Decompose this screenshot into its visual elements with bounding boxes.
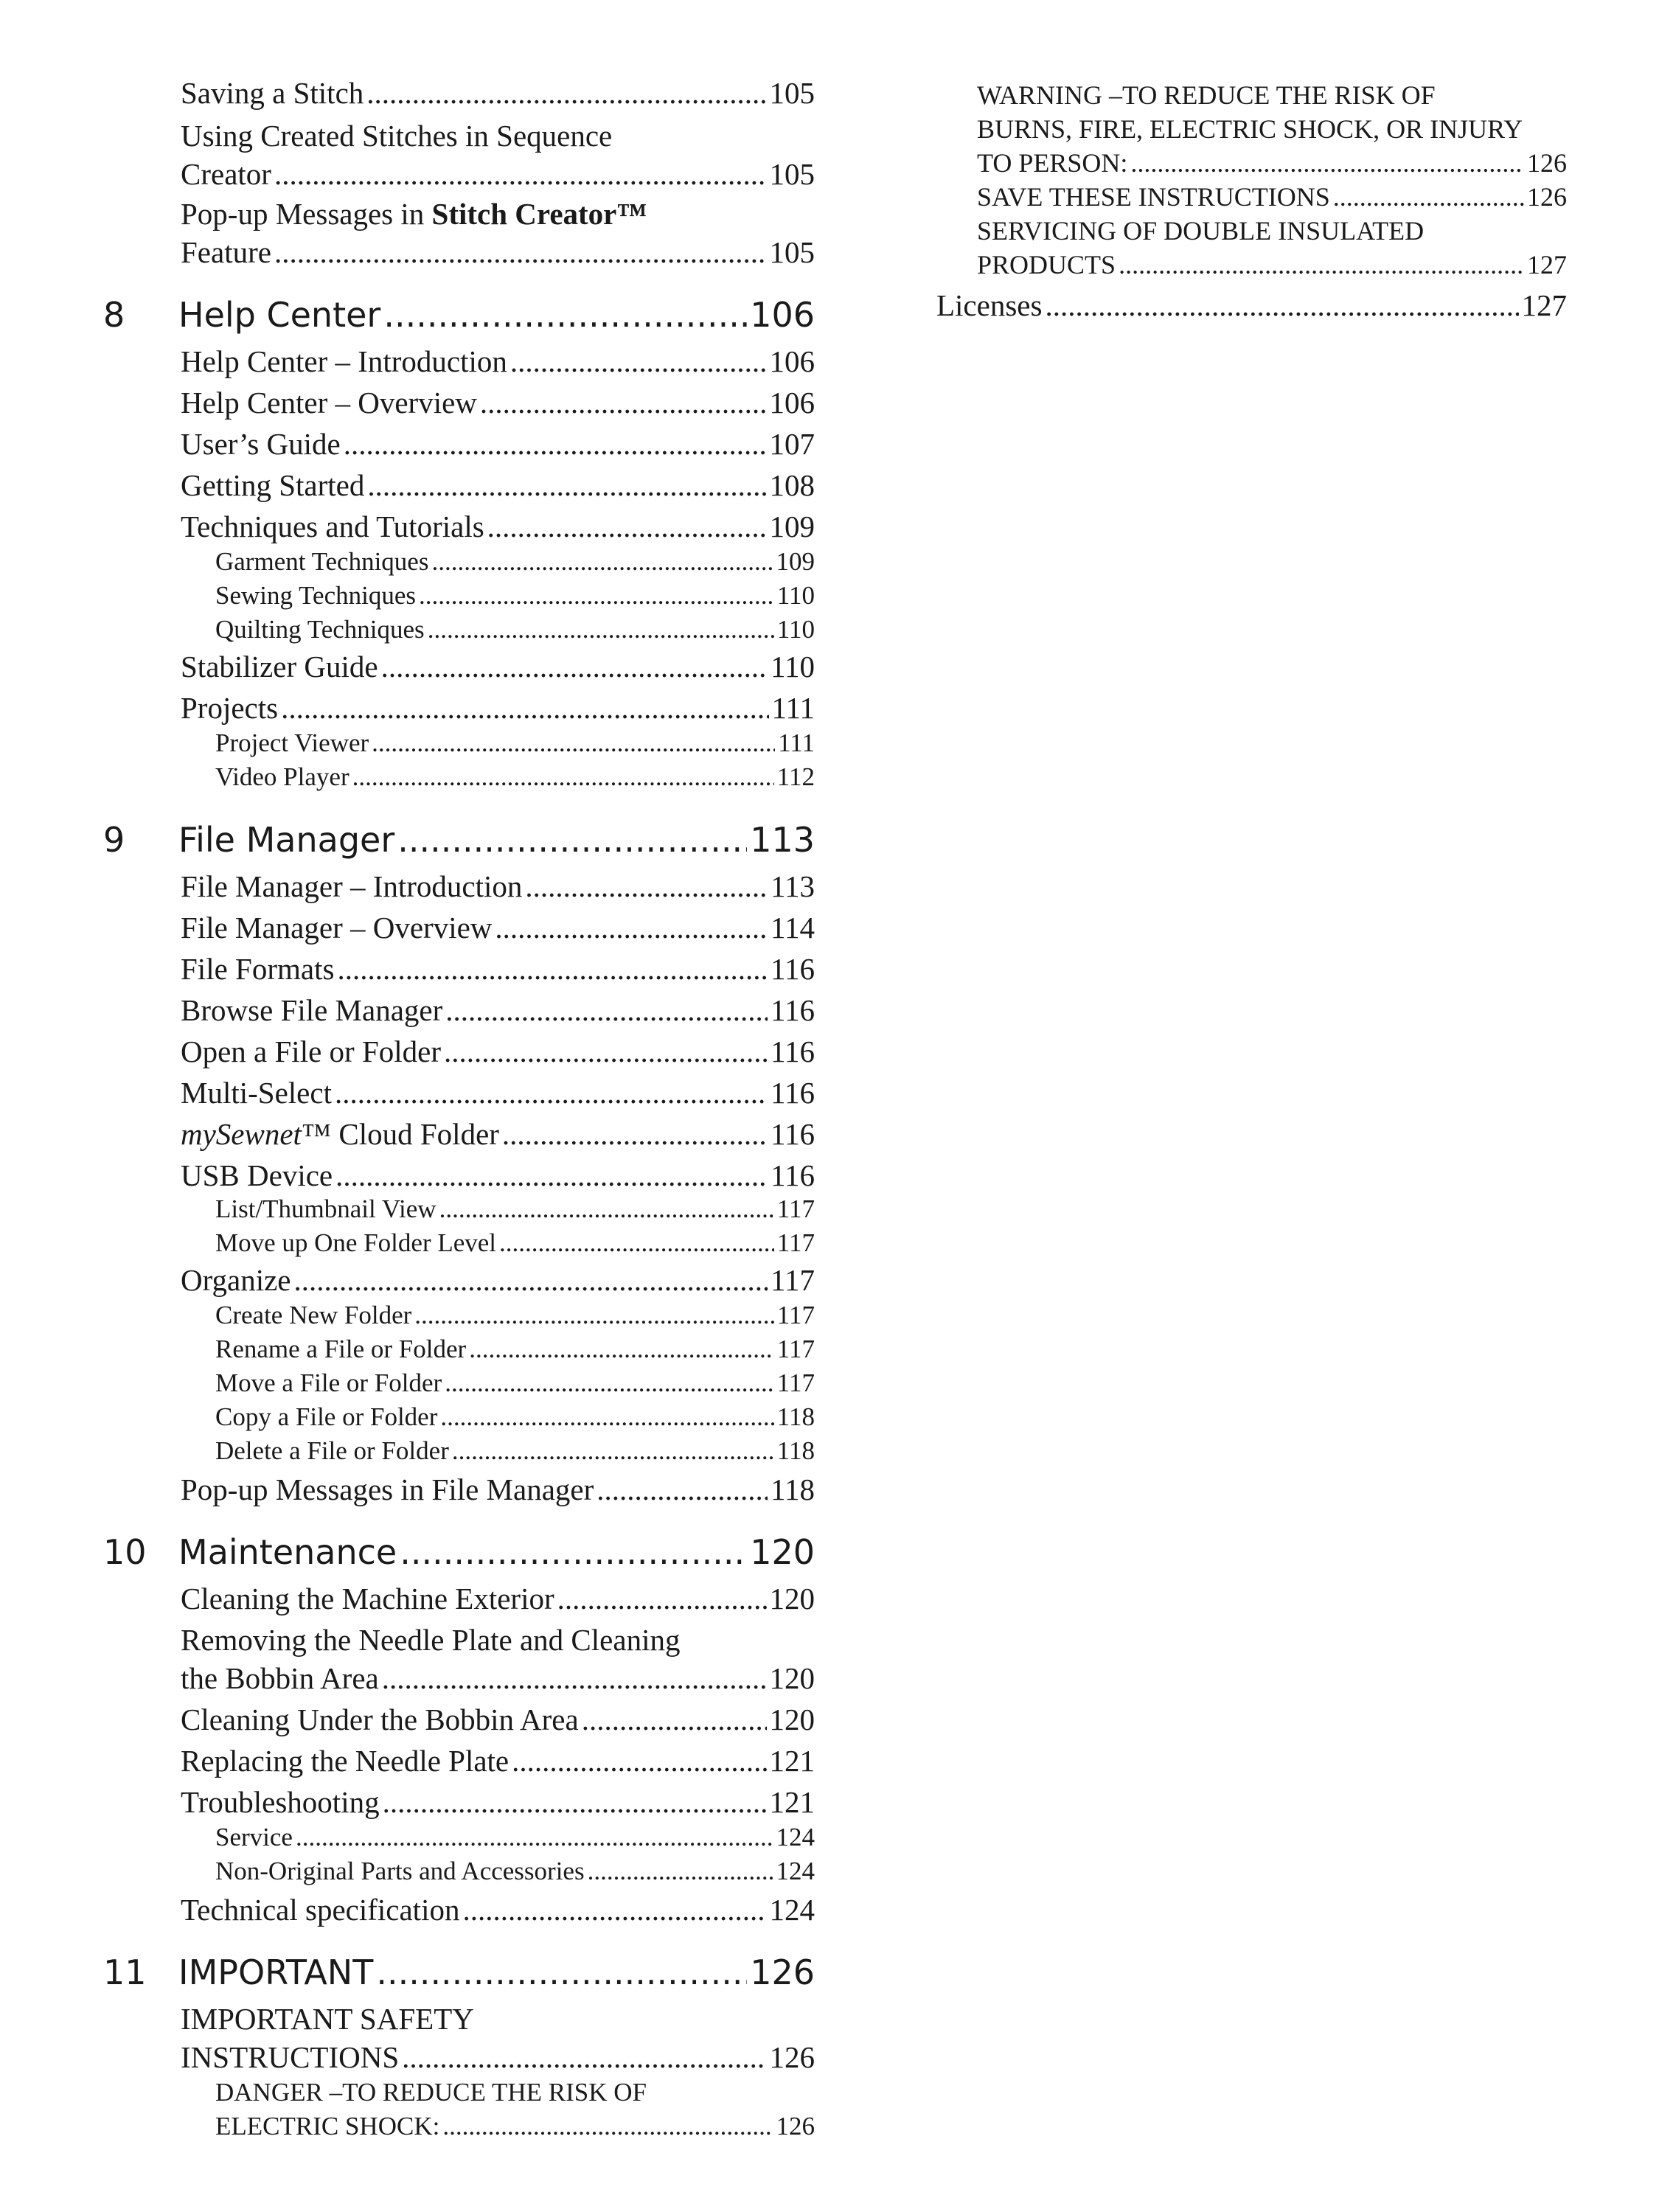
toc-entry-title: Video Player [215,762,349,791]
toc-subentry[interactable] [936,249,1567,280]
toc-entry-title [181,1116,499,1152]
leader-dots [582,1702,767,1737]
toc-entry-page: 124 [776,1857,815,1885]
toc-entry-title: Creator [181,157,271,191]
toc-entry-page: 120 [769,1661,815,1695]
toc-entry-page: 106 [769,386,815,420]
toc-chapter-title [103,1532,397,1572]
toc-entry-title: SAVE THESE INSTRUCTIONS [977,182,1330,212]
toc-entry-page: 124 [776,1823,815,1851]
toc-entry-page: 118 [776,1436,815,1465]
toc-chapter-number: 8 [103,295,125,335]
leader-dots [431,547,773,577]
toc-entry[interactable] [103,1581,815,1616]
toc-entry-using-created-stitches[interactable] [103,118,815,153]
toc-entry-page: 117 [776,1301,815,1329]
toc-entry-title: BURNS, FIRE, ELECTRIC SHOCK, OR INJURY [977,114,1523,144]
toc-entry-page: 121 [769,1785,815,1819]
leader-dots [487,509,767,544]
leader-dots [344,426,767,462]
toc-entry-mysewnet-cloud-folder[interactable] [103,1116,815,1152]
leader-dots [588,1857,773,1886]
toc-entry[interactable] [103,385,815,420]
toc-entry-popup-stitch-creator-cont[interactable] [103,234,815,270]
toc-chapter-page: 120 [750,1532,815,1572]
toc-subentry[interactable] [936,181,1567,212]
toc-entry[interactable] [103,649,815,684]
toc-entry-title-italic: mySewnet [181,1117,302,1151]
toc-entry-page: 105 [769,76,815,110]
toc-entry-title: Replacing the Needle Plate [181,1744,509,1778]
toc-entry-title [181,196,647,232]
toc-subentry[interactable] [103,1301,815,1330]
toc-entry-title: Cleaning Under the Bobbin Area [181,1703,579,1736]
toc-subentry[interactable] [103,762,815,792]
toc-chapter-number: 9 [103,820,125,860]
toc-entry-page: 121 [769,1744,815,1778]
toc-chapter-name: Help Center [178,295,381,335]
toc-entry-title: Garment Techniques [215,547,429,576]
toc-entry[interactable] [103,1892,815,1927]
toc-entry-page: 106 [769,344,815,378]
leader-dots [495,910,768,945]
toc-entry[interactable] [103,992,815,1028]
toc-entry[interactable] [103,509,815,544]
toc-entry-title: File Formats [181,952,335,986]
toc-entry[interactable] [103,910,815,945]
toc-entry[interactable] [103,344,815,379]
toc-entry-title: User’s Guide [181,427,341,461]
toc-entry-page: 116 [771,1034,815,1068]
toc-subentry[interactable] [103,1857,815,1886]
toc-entry-title: Technical specification [181,1893,460,1927]
leader-dots [414,1301,774,1330]
toc-entry-title: Quilting Techniques [215,615,425,644]
leader-dots [296,1823,773,1852]
toc-entry[interactable] [103,951,815,987]
leader-dots [376,1952,747,1992]
toc-entry-title: USB Device [181,1158,333,1192]
toc-entry[interactable] [103,1622,815,1658]
leader-dots [400,1532,747,1572]
toc-entry-page: 112 [776,762,815,791]
toc-entry[interactable] [103,869,815,904]
toc-entry-page: 126 [1527,148,1567,178]
toc-chapter-9[interactable] [103,820,815,860]
toc-entry-title: Move up One Folder Level [215,1228,497,1257]
leader-dots [352,762,774,792]
leader-dots [502,1116,768,1152]
toc-entry-title: Projects [181,691,279,725]
leader-dots [445,1368,774,1398]
toc-entry-page: 114 [771,911,815,945]
leader-dots [440,1402,773,1432]
toc-entry-page: 109 [776,547,815,576]
toc-entry[interactable] [103,467,815,503]
toc-chapter-page: 126 [750,1952,815,1992]
toc-subentry[interactable] [103,1335,815,1364]
toc-entry-page: 116 [771,1117,815,1151]
toc-entry-title: Getting Started [181,468,365,502]
toc-entry-page: 110 [776,615,815,644]
toc-entry-title: Service [215,1823,293,1851]
toc-subentry[interactable] [103,2078,815,2107]
toc-entry-title: Non-Original Parts and Accessories [215,1857,585,1885]
toc-subentry[interactable] [103,1823,815,1852]
toc-subentry[interactable] [103,1228,815,1258]
toc-entry-page: 116 [771,952,815,986]
toc-entry-page: 111 [778,728,815,757]
toc-entry-title: TO PERSON: [977,148,1128,178]
leader-dots [1333,181,1524,212]
toc-entry-title: Techniques and Tutorials [181,509,484,543]
toc-entry-page: 111 [771,691,815,725]
toc-entry[interactable] [103,1262,815,1298]
leader-dots [366,75,766,111]
toc-entry[interactable] [103,426,815,462]
toc-subentry[interactable] [103,2112,815,2141]
leader-dots [337,951,768,987]
toc-entry-title: Delete a File or Folder [215,1436,449,1465]
toc-chapter-8[interactable] [103,295,815,335]
toc-entry[interactable] [103,1743,815,1778]
toc-subentry[interactable] [103,1436,815,1466]
toc-subentry[interactable] [103,1368,815,1398]
toc-entry-title: Pop-up Messages in File Manager [181,1472,594,1506]
toc-entry-saving-a-stitch[interactable] [103,75,815,111]
toc-entry[interactable] [103,1472,815,1507]
toc-entry-title: Stabilizer Guide [181,650,378,684]
leader-dots [439,1194,774,1224]
leader-dots [294,1262,768,1298]
toc-subentry[interactable] [103,547,815,577]
toc-entry-page: 109 [769,509,815,543]
leader-dots [419,581,774,611]
toc-entry[interactable] [103,2001,815,2037]
leader-dots [335,1075,768,1110]
leader-dots [383,1784,767,1820]
toc-entry-title: Organize [181,1263,291,1297]
toc-entry-page: 118 [771,1472,815,1506]
toc-entry-page: 126 [1527,182,1567,212]
toc-subentry[interactable] [103,1194,815,1224]
toc-entry-using-created-stitches-cont[interactable] [103,156,815,192]
toc-entry-page: 120 [769,1582,815,1615]
toc-entry-page: 116 [771,993,815,1027]
leader-dots [445,992,768,1028]
toc-entry-page: 117 [776,1368,815,1397]
leader-dots [597,1472,768,1507]
toc-entry-page: 117 [776,1335,815,1363]
toc-entry-title: Licenses [936,288,1043,322]
toc-entry-page: 124 [769,1893,815,1927]
toc-entry-title: Browse File Manager [181,993,443,1027]
toc-chapter-name: File Manager [178,820,395,860]
toc-entry-title: IMPORTANT SAFETY [181,2002,474,2036]
toc-entry-title: INSTRUCTIONS [181,2040,400,2074]
toc-entry[interactable] [103,1660,815,1696]
toc-entry-title: Cleaning the Machine Exterior [181,1582,554,1615]
toc-entry-page: 127 [1521,288,1567,322]
toc-entry-page: 107 [769,427,815,461]
toc-entry-title: the Bobbin Area [181,1661,379,1695]
leader-dots [1130,147,1524,178]
toc-entry-page: 117 [776,1228,815,1257]
toc-subentry[interactable] [936,147,1567,178]
leader-dots [480,385,767,420]
leader-dots [372,728,775,758]
toc-entry-title: SERVICING OF DOUBLE INSULATED [977,216,1425,246]
leader-dots [397,820,747,860]
toc-chapter-number: 11 [103,1952,147,1992]
toc-entry-page: 108 [769,468,815,502]
toc-entry[interactable] [103,1702,815,1737]
toc-entry-title: Copy a File or Folder [215,1402,438,1431]
toc-subentry[interactable] [936,215,1567,246]
toc-entry-page: 105 [769,157,815,191]
leader-dots [442,2112,773,2141]
leader-dots [469,1335,774,1364]
toc-entry-page: 120 [769,1703,815,1736]
toc-entry[interactable] [103,690,815,726]
toc-entry-title: Move a File or Folder [215,1368,442,1397]
toc-entry-page: 118 [776,1402,815,1431]
toc-subentry[interactable] [103,728,815,758]
leader-dots [402,2039,766,2075]
toc-entry-page: 126 [776,2112,815,2140]
toc-entry-title: File Manager – Overview [181,911,493,945]
leader-dots [335,1158,768,1193]
toc-entry-title: WARNING –TO REDUCE THE RISK OF [977,80,1436,110]
toc-entry-title: List/Thumbnail View [215,1194,437,1223]
toc-entry-title: Troubleshooting [181,1785,380,1819]
leader-dots [382,1660,767,1696]
leader-dots [512,1743,766,1778]
toc-entry-title-part: Pop-up Messages in [181,197,432,231]
toc-entry-page: 117 [771,1263,815,1297]
toc-subentry[interactable] [103,1402,815,1432]
toc-entry[interactable] [103,2039,815,2075]
toc-entry-title: Multi-Select [181,1076,332,1110]
toc-entry-title: Project Viewer [215,728,369,757]
toc-entry-title-part: ™ Cloud Folder [301,1117,499,1151]
toc-entry-title: Open a File or Folder [181,1034,441,1068]
leader-dots [525,869,768,904]
toc-entry-title: Rename a File or Folder [215,1335,467,1363]
toc-entry-title: Help Center – Overview [181,386,477,420]
toc-subentry[interactable] [103,581,815,611]
toc-chapter-title [103,1952,373,1992]
toc-entry-title: PRODUCTS [977,250,1116,279]
toc-chapter-title [103,295,380,335]
leader-dots [462,1892,766,1927]
toc-subentry[interactable] [936,114,1567,145]
toc-entry-title: Sewing Techniques [215,581,417,610]
toc-chapter-name: Maintenance [178,1532,397,1572]
toc-entry[interactable] [103,1075,815,1110]
toc-entry-page: 117 [776,1194,815,1223]
toc-entry-title-bold: Stitch Creator™ [431,197,647,231]
toc-chapter-10[interactable] [103,1532,815,1572]
toc-chapter-11[interactable] [103,1952,815,1992]
toc-chapter-name: IMPORTANT [178,1952,374,1992]
toc-entry-popup-stitch-creator[interactable] [103,196,815,232]
leader-dots [444,1034,768,1069]
toc-entry-page: 110 [776,581,815,610]
toc-chapter-page: 106 [750,295,815,335]
leader-dots [557,1581,767,1616]
toc-subentry[interactable] [103,615,815,644]
leader-dots [381,649,768,684]
toc-entry-title: Removing the Needle Plate and Cleaning [181,1623,681,1657]
leader-dots [367,467,766,503]
toc-entry-page: 105 [769,235,815,269]
toc-chapter-number: 10 [103,1532,147,1572]
toc-chapter-page: 113 [750,820,815,860]
leader-dots [1119,249,1524,280]
leader-dots [428,615,774,644]
toc-entry-title: Create New Folder [215,1301,412,1329]
leader-dots [274,156,767,192]
leader-dots [383,295,747,335]
leader-dots [274,234,767,270]
toc-subentry[interactable] [936,80,1567,111]
toc-entry-title: Saving a Stitch [181,76,364,110]
leader-dots [510,344,767,379]
leader-dots [499,1228,774,1258]
leader-dots [281,690,768,726]
toc-entry-title: ELECTRIC SHOCK: [215,2112,440,2140]
toc-entry-title: Feature [181,235,271,269]
toc-entry[interactable] [103,1158,815,1193]
toc-chapter-title [103,820,394,860]
toc-entry-title: Help Center – Introduction [181,344,507,378]
toc-entry-page: 127 [1527,250,1567,279]
leader-dots [452,1436,774,1466]
toc-entry-page: 113 [771,869,815,903]
toc-entry[interactable] [103,1034,815,1069]
toc-entry-page: 116 [771,1158,815,1192]
toc-entry-title: DANGER –TO REDUCE THE RISK OF [215,2078,647,2107]
toc-entry-title: File Manager – Introduction [181,869,523,903]
toc-entry-title: Using Created Stitches in Sequence [181,119,613,153]
toc-entry-page: 116 [771,1076,815,1110]
leader-dots [1045,288,1518,323]
toc-entry-page: 110 [771,650,815,684]
toc-entry-licenses[interactable] [936,288,1567,323]
toc-entry-page: 126 [769,2040,815,2074]
toc-entry[interactable] [103,1784,815,1820]
